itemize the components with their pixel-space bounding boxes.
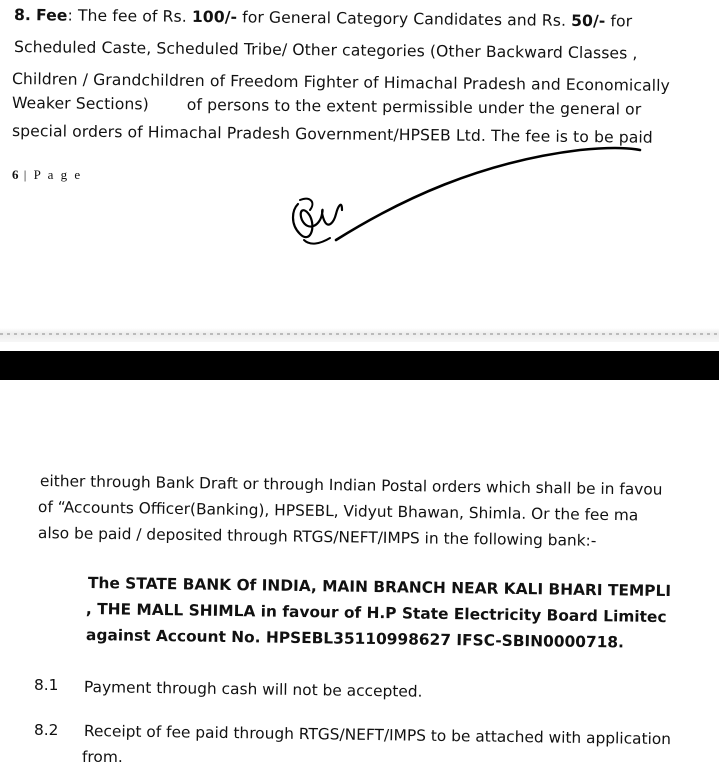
top-page [0, 0, 719, 338]
fee-paragraph-line-3: Children / Grandchildren of Freedom Fighter of Himachal Pradesh and Economically [11, 70, 671, 95]
fee-text-c: for [605, 12, 633, 31]
section-number: 8. [13, 6, 32, 25]
fee-paragraph-line-4 [12, 94, 641, 119]
fee-paragraph-line-5: special orders of Himachal Pradesh Government/HPSEB Ltd. The fee is to be paid [11, 122, 653, 147]
payment-paragraph-line-2: of “Accounts Officer(Banking), HPSEBL, Vidyut Bhawan, Shimla. Or the fee ma [37, 498, 639, 525]
section-title: Fee [35, 6, 68, 25]
page-edge [0, 333, 719, 335]
fee-line-4-a: Weaker Sections) [11, 94, 149, 114]
fee-text-b: for General Category Candidates and Rs. [237, 8, 572, 30]
payment-paragraph-line-1: either through Bank Draft or through Indian Postal orders which shall be in favou [39, 472, 663, 499]
bank-details-line-1: The STATE BANK Of INDIA, MAIN BRANCH NEAR KALI BHARI TEMPLI [87, 574, 672, 601]
signature [280, 140, 719, 260]
page-fold [0, 328, 719, 342]
bank-details-line-3: against Account No. HPSEBL35110998627 IFSC-SBIN0000718. [85, 626, 625, 652]
fee-line-4-b: of persons to the extent permissible under the general or [186, 95, 642, 119]
item-text: Payment through cash will not be accepted. [83, 678, 423, 701]
item-text: Receipt of fee paid through RTGS/NEFT/IMPS to be attached with application [83, 722, 672, 749]
item-number: 8.1 [34, 676, 59, 694]
fee-reserved-amount: 50/- [571, 11, 606, 31]
fee-paragraph-line-1 [14, 6, 632, 30]
page-number: 6 [12, 167, 19, 182]
fee-paragraph-line-2: Scheduled Caste, Scheduled Tribe/ Other categories (Other Backward Classes , [13, 38, 638, 63]
item-number: 8.2 [34, 721, 59, 739]
payment-paragraph-line-3: also be paid / deposited through RTGS/NEFT/IMPS in the following bank:- [37, 524, 597, 550]
bottom-page [0, 380, 719, 775]
page-label: | P a g e [23, 167, 83, 182]
item-text-continued: from. [82, 748, 123, 766]
bank-details-line-2: , THE MALL SHIMLA in favour of H.P State Electricity Board Limitec [85, 600, 667, 627]
fee-text-a: : The fee of Rs. [67, 6, 192, 26]
fee-general-amount: 100/- [191, 7, 238, 27]
page-footer [12, 167, 82, 183]
scan-gap [0, 351, 719, 380]
